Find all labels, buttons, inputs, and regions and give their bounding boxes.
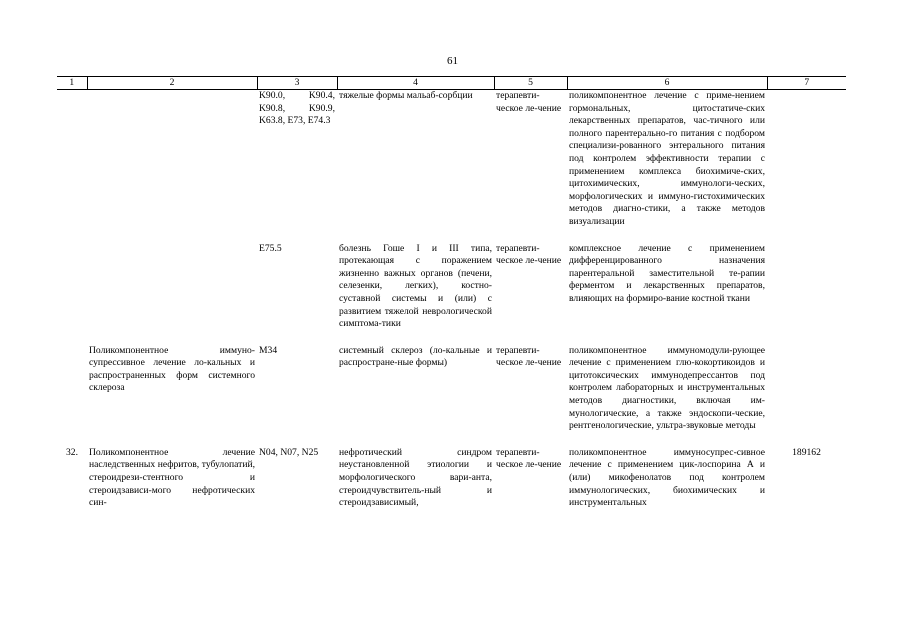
cost-value: 189162 [792, 446, 821, 458]
cost-value [767, 345, 846, 433]
icd-codes: M34 [259, 344, 278, 356]
icd-codes: K90.0, K90.4, K90.8, K90.9, K63.8, E73, E74.3 [259, 90, 335, 127]
patient-model: нефротический синдром неустановленной этиологии и морфологического вари-анта, стероидчувствитель-ный и стероидзависимый, [339, 446, 492, 509]
treatment-method: поликомпонентное иммуносупрес-сивное лечение с применением цик-лоспорина А и (или) микофенолатов под контролем иммунологических, биохимических и инструментальных [569, 446, 765, 509]
patient-model: системный склероз (ло-кальные и распростране-ные формы) [339, 344, 492, 369]
treatment-name [87, 90, 257, 229]
regulation-table [57, 76, 846, 510]
treatment-name [87, 243, 257, 331]
row-spacer [57, 331, 846, 345]
patient-model: тяжелые формы мальаб-сорбции [339, 90, 473, 101]
cost-value [767, 243, 846, 331]
patient-model: болезнь Гоше I и III типа, протекающая с поражением жизненно важных органов (печени, селезенки, легких), костно-суставной системы и (или) с развитием тяжелой неврологической симптома-тики [339, 242, 492, 330]
icd-codes: N04, N07, N25 [259, 446, 319, 458]
treatment-type: терапевти-ческое ле-чение [496, 344, 562, 369]
treatment-method: комплексное лечение с применением дифференцированного назначения парентеральной заместительной те-рапии ферментом и лекарственных препаратов, влияющих на формиро-вание костной ткани [569, 242, 765, 304]
column-header-6: 6 [567, 77, 767, 90]
table-row [57, 90, 846, 229]
table-row [57, 243, 846, 331]
column-header-4: 4 [337, 77, 494, 90]
treatment-type: терапевти-ческое ле-чение [496, 242, 562, 267]
table-row [57, 345, 846, 433]
row-number [57, 243, 87, 331]
column-header-3: 3 [257, 77, 337, 90]
column-header-1: 1 [57, 77, 87, 90]
icd-codes: E75.5 [259, 242, 282, 254]
treatment-method: поликомпонентное лечение с приме-нением гормональных, цитостатиче-ских лекарственных препаратов, час-тичного или полного парентерально-го питания с подбором специализи-рованного энтерального питания под контролем эффективности терапии с применением комплекса биохимиче-ских, цитохимических, иммунологи-ческих, морфологических и иммуно-гистохимических методов диагно-стики, а также методов визуализации [569, 90, 765, 227]
row-spacer [57, 433, 846, 447]
page-number: 61 [447, 55, 458, 67]
column-header-5: 5 [494, 77, 567, 90]
row-number [57, 90, 87, 229]
row-number: 32. [66, 446, 78, 458]
column-number-header-row [57, 77, 846, 90]
column-header-2: 2 [87, 77, 257, 90]
treatment-type: терапевти-ческое ле-чение [496, 446, 562, 471]
column-header-7: 7 [767, 77, 846, 90]
treatment-type: терапевти-ческое ле-чение [496, 90, 562, 114]
row-spacer [57, 229, 846, 243]
treatment-name: Поликомпонентное лечение наследственных нефритов, тубулопатий, стероидрези-стентного и стероидзависи-мого нефротических син- [89, 446, 255, 509]
row-number [57, 345, 87, 433]
table-row [57, 447, 846, 510]
treatment-name: Поликомпонентное иммуно-супрессивное лечение ло-кальных и распространенных форм системного склероза [89, 344, 255, 394]
cost-value [767, 90, 846, 229]
treatment-method: поликомпонентное иммуномодули-рующее лечение с применением глю-кокортикоидов и цитотоксических иммунодепрессантов под контролем лабораторных и инструментальных методов диагностики, включая им-мунологические, а также эндоскопи-ческие, рентгенологические, ультра-звуковые методы [569, 344, 765, 432]
